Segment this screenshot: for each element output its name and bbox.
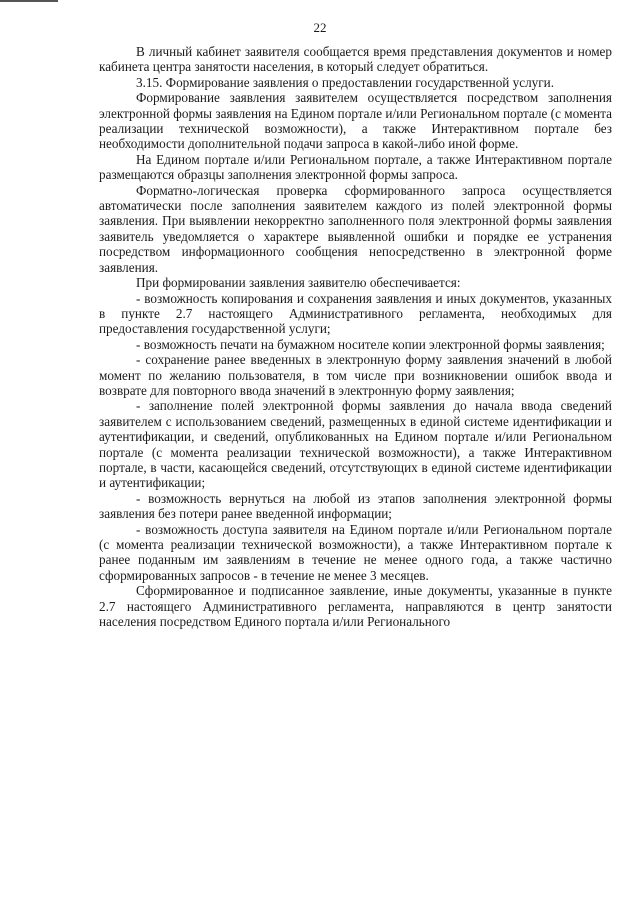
top-edge-rule xyxy=(0,0,58,2)
paragraph-samples: На Едином портале и/или Региональном портале, а также Интерактивном портале размещаются образцы заполнения электронной формы запроса. xyxy=(99,151,612,183)
list-item-return-stage: - возможность вернуться на любой из этапов заполнения электронной формы заявления без потери ранее введенной информации; xyxy=(99,490,612,522)
list-item-prefill: - заполнение полей электронной формы заявления до начала ввода сведений заявителем с использованием сведений, размещенных в единой системе идентификации и аутентификации, и сведений, опубликованных на Едином портале и/или Региональном портале (с момента реализации технической возможности), а также Интерактивном портале, в части, касающейся сведений, отсутствующих в единой системе идентификации и аутентификации; xyxy=(99,398,612,491)
document-body xyxy=(99,44,612,629)
paragraph-format-check: Форматно-логическая проверка сформированного запроса осуществляется автоматически после заполнения заявителем каждого из полей электронной формы заявления. При выявлении некорректно заполненного поля электронной формы заявления заявитель уведомляется о характере выявленной ошибки и порядке ее устранения посредством информационного сообщения непосредственно в электронной форме заявления. xyxy=(99,182,612,275)
paragraph-provisions-intro: При формировании заявления заявителю обеспечивается: xyxy=(136,275,461,291)
paragraph-form-submission: Формирование заявления заявителем осуществляется посредством заполнения электронной формы заявления на Едином портале и/или Региональном портале (с момента реализации технической возможности), а также Интерактивном портале без необходимости дополнительной подачи запроса в какой-либо иной форме. xyxy=(99,90,612,152)
paragraph-cabinet-notice: В личный кабинет заявителя сообщается время представления документов и номер кабинета центра занятости населения, в который следует обратиться. xyxy=(99,44,612,75)
paragraph-submission-route: Сформированное и подписанное заявление, иные документы, указанные в пункте 2.7 настоящего Административного регламента, направляются в центр занятости населения посредством Единого портала и/или Регионального xyxy=(99,583,612,630)
list-item-copy-save: - возможность копирования и сохранения заявления и иных документов, указанных в пункте 2.7 настоящего Административного регламента, необходимых для предоставления государственной услуги; xyxy=(99,290,612,337)
list-item-print: - возможность печати на бумажном носителе копии электронной формы заявления; xyxy=(136,336,605,352)
list-item-save-values: - сохранение ранее введенных в электронную форму заявления значений в любой момент по желанию пользователя, в том числе при возникновении ошибок ввода и возврате для повторного ввода значений в электронную форму заявления; xyxy=(99,352,612,398)
list-item-access-history: - возможность доступа заявителя на Едином портале и/или Региональном портале (с момента реализации технической возможности), а также Интерактивном портале к ранее поданным им заявлениям в течение не менее одного года, а также частично сформированных запросов - в течение не менее 3 месяцев. xyxy=(99,521,612,583)
section-heading-3-15: 3.15. Формирование заявления о предоставлении государственной услуги. xyxy=(136,74,555,90)
page-number: 22 xyxy=(313,20,327,35)
